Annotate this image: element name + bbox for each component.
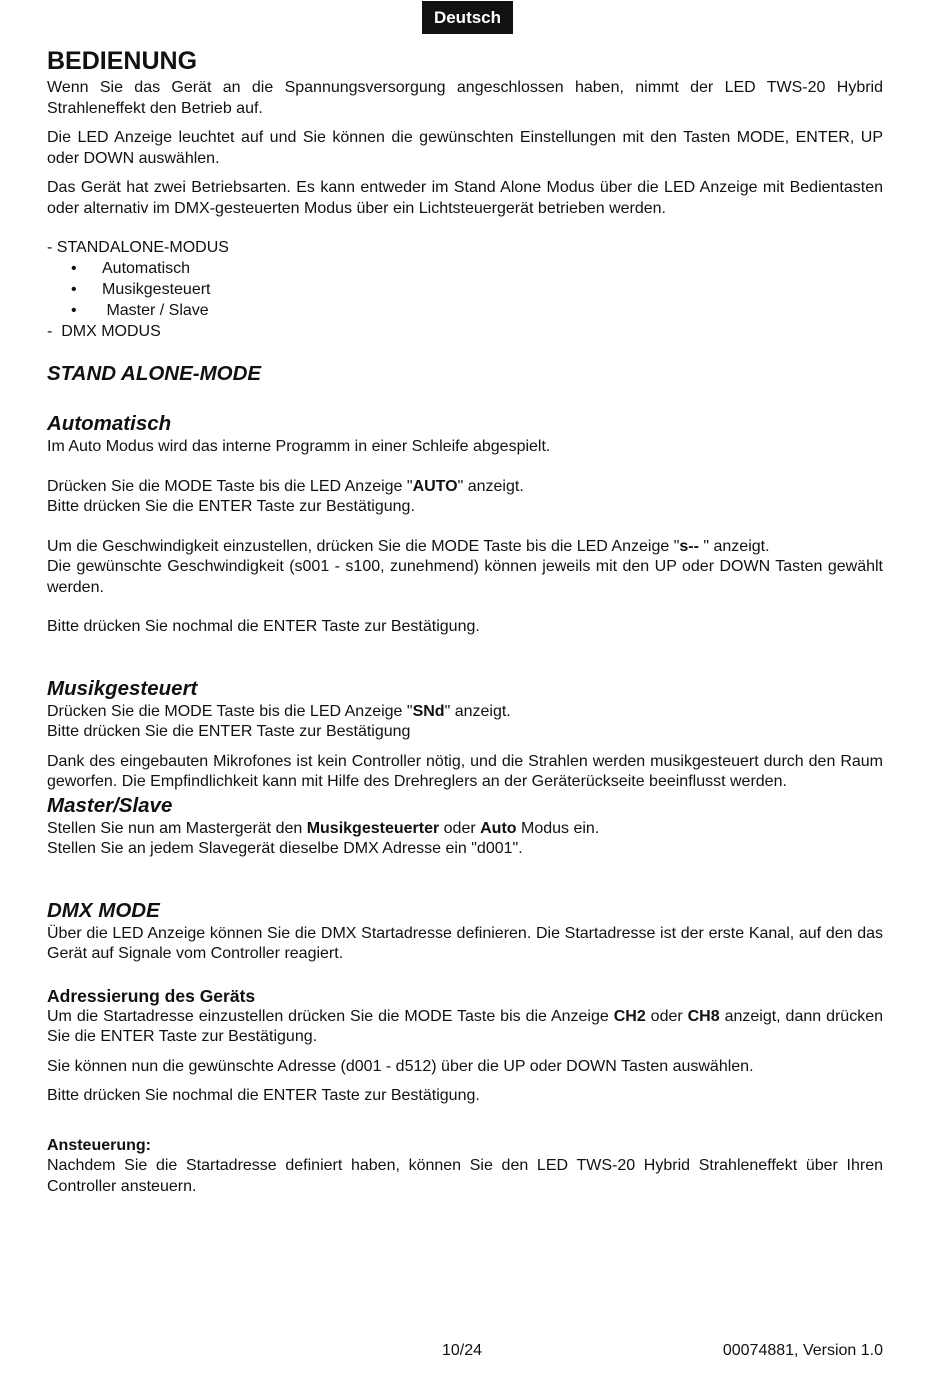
addressing-paragraph-2: Sie können nun die gewünschte Adresse (d001 - d512) über die UP oder DOWN Tasten auswählen. [47,1057,754,1075]
mode-standalone: - STANDALONE-MODUS [47,239,229,256]
page-title: BEDIENUNG [47,47,198,75]
intro-paragraph-3: Das Gerät hat zwei Betriebsarten. Es kann entweder im Stand Alone Modus über die LED Anzeige mit Bedientasten oder alternativ im DMX-gesteuerten Modus über ein Lichtsteuergerät betrieben werden. [47,179,883,217]
dmx-mode-heading: DMX MODE [47,898,160,922]
control-heading: Ansteuerung: [47,1136,151,1154]
automatic-heading: Automatisch [47,412,172,435]
automatic-paragraph-4: Bitte drücken Sie nochmal die ENTER Taste zur Bestätigung. [47,618,480,635]
stand-alone-heading: STAND ALONE-MODE [47,362,262,385]
mode-item-music: • Musikgesteuert [47,279,883,300]
control-paragraph: Nachdem Sie die Startadresse definiert haben, können Sie den LED TWS-20 Hybrid Strahleneffekt über Ihren Controller ansteuern. [47,1157,883,1195]
music-paragraph-1: Drücken Sie die MODE Taste bis die LED Anzeige "SNd" anzeigt. Bitte drücken Sie die ENTER Taste zur Bestätigung [47,702,511,740]
dmx-mode-paragraph: Über die LED Anzeige können Sie die DMX Startadresse definieren. Die Startadresse ist der erste Kanal, auf den das Gerät auf Signale vom Controller reagiert. [47,924,883,962]
master-slave-heading: Master/Slave [47,793,173,817]
language-tab: Deutsch [422,1,513,34]
mode-list [47,237,883,342]
music-heading: Musikgesteuert [47,676,198,700]
document-body [47,44,883,1197]
addressing-heading: Adressierung des Geräts [47,985,256,1006]
intro-paragraph-1: Wenn Sie das Gerät an die Spannungsversorgung angeschlossen haben, nimmt der LED TWS-20 Hybrid Strahleneffekt den Betrieb auf. [47,79,883,117]
master-slave-paragraph: Stellen Sie nun am Mastergerät den Musikgesteuerter oder Auto Modus ein. Stellen Sie an jedem Slavegerät dieselbe DMX Adresse ein "d001". [47,819,600,857]
intro-paragraph-2: Die LED Anzeige leuchtet auf und Sie können die gewünschten Einstellungen mit den Tasten MODE, ENTER, UP oder DOWN auswählen. [47,129,883,167]
mode-dmx: - DMX MODUS [47,323,161,340]
page-number: 10/24 [442,1342,483,1359]
addressing-paragraph-3: Bitte drücken Sie nochmal die ENTER Taste zur Bestätigung. [47,1087,480,1104]
addressing-paragraph-1: Um die Startadresse einzustellen drücken Sie die MODE Taste bis die Anzeige CH2 oder CH8 anzeigt, dann drücken Sie die ENTER Taste zur Bestätigung. [47,1007,883,1045]
automatic-paragraph-2: Drücken Sie die MODE Taste bis die LED Anzeige "AUTO" anzeigt. Bitte drücken Sie die ENTER Taste zur Bestätigung. [47,477,524,515]
mode-item-master-slave: • Master / Slave [47,300,883,321]
automatic-paragraph-3: Um die Geschwindigkeit einzustellen, drücken Sie die MODE Taste bis die LED Anzeige "s-- " anzeigt. Die gewünschte Geschwindigkeit (s001 - s100, zunehmend) können jeweils mit den UP oder DOWN Tasten gewählt werden. [47,537,883,596]
mode-item-auto: • Automatisch [47,258,883,279]
document-version: 00074881, Version 1.0 [722,1342,883,1359]
automatic-paragraph-1: Im Auto Modus wird das interne Programm in einer Schleife abgespielt. [47,438,551,455]
music-paragraph-2: Dank des eingebauten Mikrofones ist kein Controller nötig, und die Strahlen werden musikgesteuert durch den Raum geworfen. Die Empfindlichkeit kann mit Hilfe des Drehreglers an der Geräterückseite beeinflusst werden. [47,752,883,790]
